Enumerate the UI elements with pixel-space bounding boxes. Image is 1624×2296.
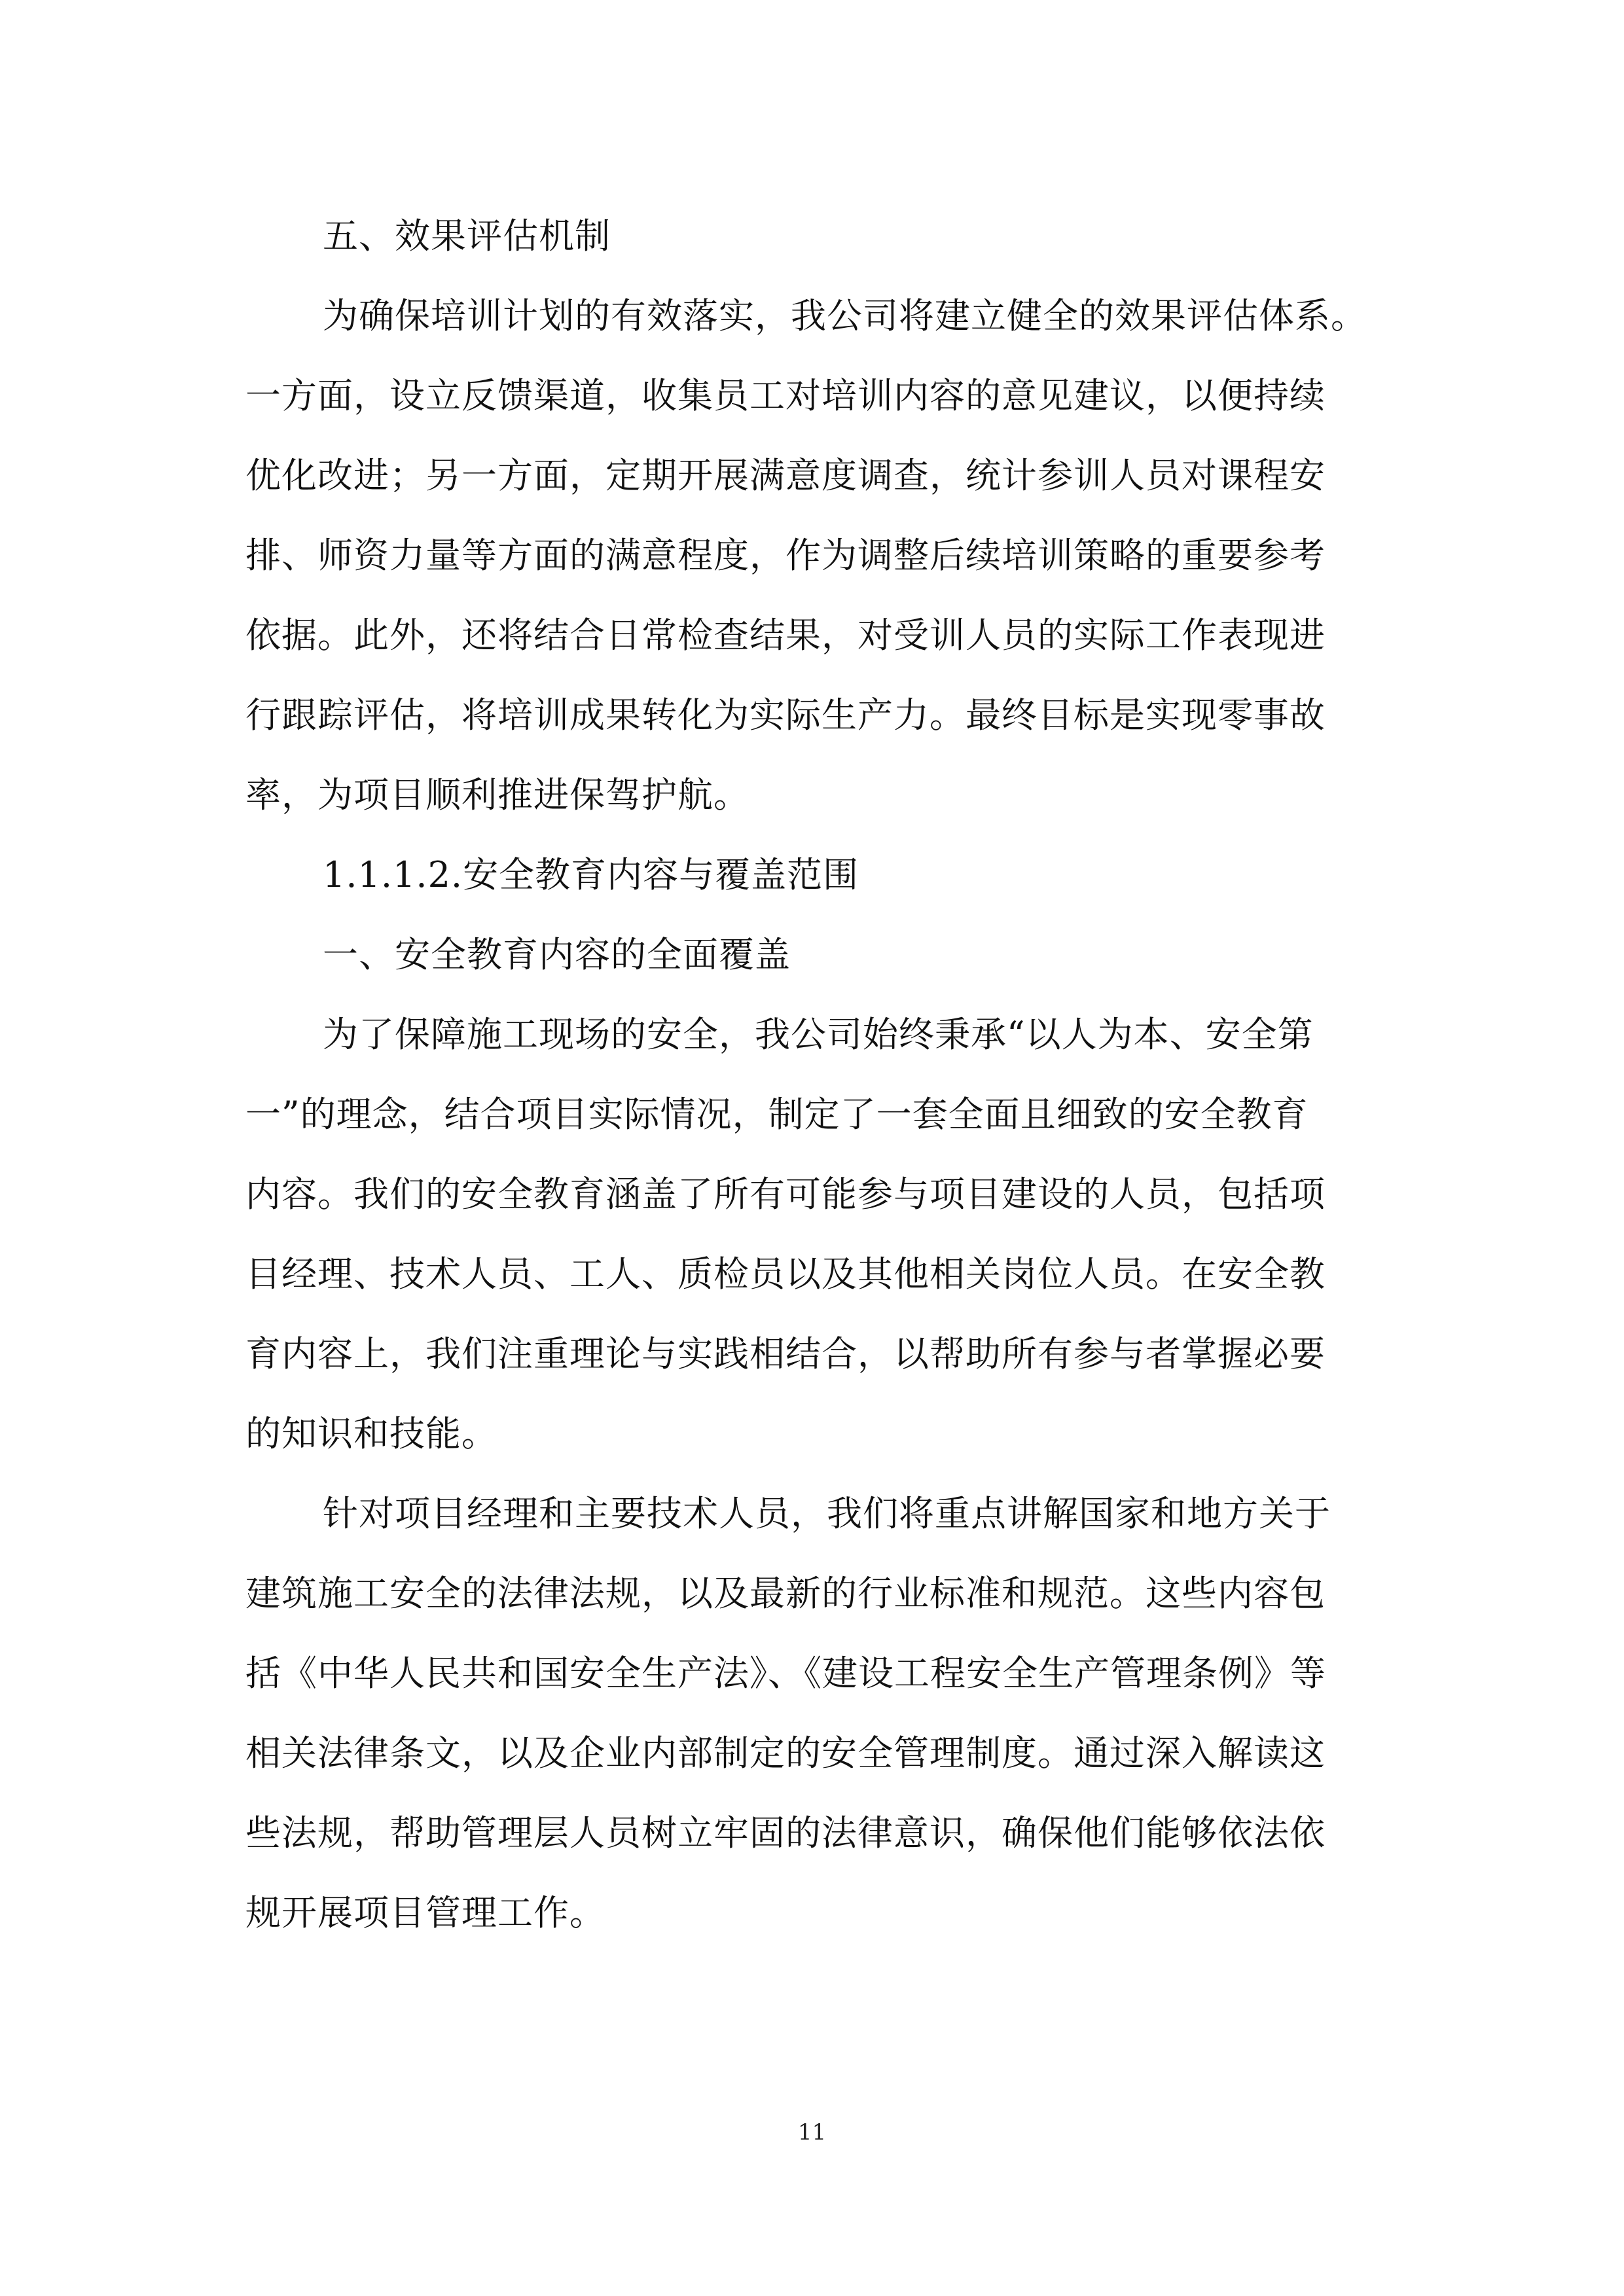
paragraph-line: 依据。此外，还将结合日常检查结果，对受训人员的实际工作表现进 (245, 615, 1326, 656)
paragraph-line: 一方面，设立反馈渠道，收集员工对培训内容的意见建议，以便持续 (245, 375, 1326, 416)
paragraph-line: 育内容上，我们注重理论与实践相结合，以帮助所有参与者掌握必要 (245, 1333, 1326, 1374)
paragraph-line: 为了保障施工现场的安全，我公司始终秉承“以人为本、安全第 (323, 1014, 1314, 1055)
page-number: 11 (797, 2119, 827, 2145)
paragraph-line: 规开展项目管理工作。 (245, 1892, 605, 1933)
paragraph-line: 一”的理念，结合项目实际情况，制定了一套全面且细致的安全教育 (245, 1094, 1308, 1135)
paragraph-line: 为确保培训计划的有效落实，我公司将建立健全的效果评估体系。 (323, 295, 1367, 336)
document-body (245, 196, 1388, 1953)
section-heading-evaluation: 五、效果评估机制 (323, 215, 611, 257)
section-heading-coverage: 一、安全教育内容的全面覆盖 (323, 934, 791, 975)
paragraph-line: 括《中华人民共和国安全生产法》、《建设工程安全生产管理条例》等 (245, 1653, 1326, 1694)
paragraph-line: 建筑施工安全的法律法规，以及最新的行业标准和规范。这些内容包 (245, 1573, 1326, 1614)
paragraph-line: 优化改进；另一方面，定期开展满意度调查，统计参训人员对课程安 (245, 455, 1326, 496)
paragraph-line: 行跟踪评估，将培训成果转化为实际生产力。最终目标是实现零事故 (245, 694, 1326, 736)
paragraph-line: 排、师资力量等方面的满意程度，作为调整后续培训策略的重要参考 (245, 535, 1326, 576)
paragraph-line: 些法规，帮助管理层人员树立牢固的法律意识，确保他们能够依法依 (245, 1812, 1326, 1854)
paragraph-line: 内容。我们的安全教育涵盖了所有可能参与项目建设的人员，包括项 (245, 1174, 1326, 1215)
paragraph-line: 率，为项目顺利推进保驾护航。 (245, 774, 749, 816)
paragraph-line: 相关法律条文，以及企业内部制定的安全管理制度。通过深入解读这 (245, 1732, 1326, 1774)
paragraph-line: 针对项目经理和主要技术人员，我们将重点讲解国家和地方关于 (323, 1493, 1331, 1534)
subsection-heading: 1.1.1.2.安全教育内容与覆盖范围 (323, 854, 859, 895)
paragraph-line: 目经理、技术人员、工人、质检员以及其他相关岗位人员。在安全教 (245, 1253, 1326, 1295)
paragraph-line: 的知识和技能。 (245, 1413, 497, 1454)
